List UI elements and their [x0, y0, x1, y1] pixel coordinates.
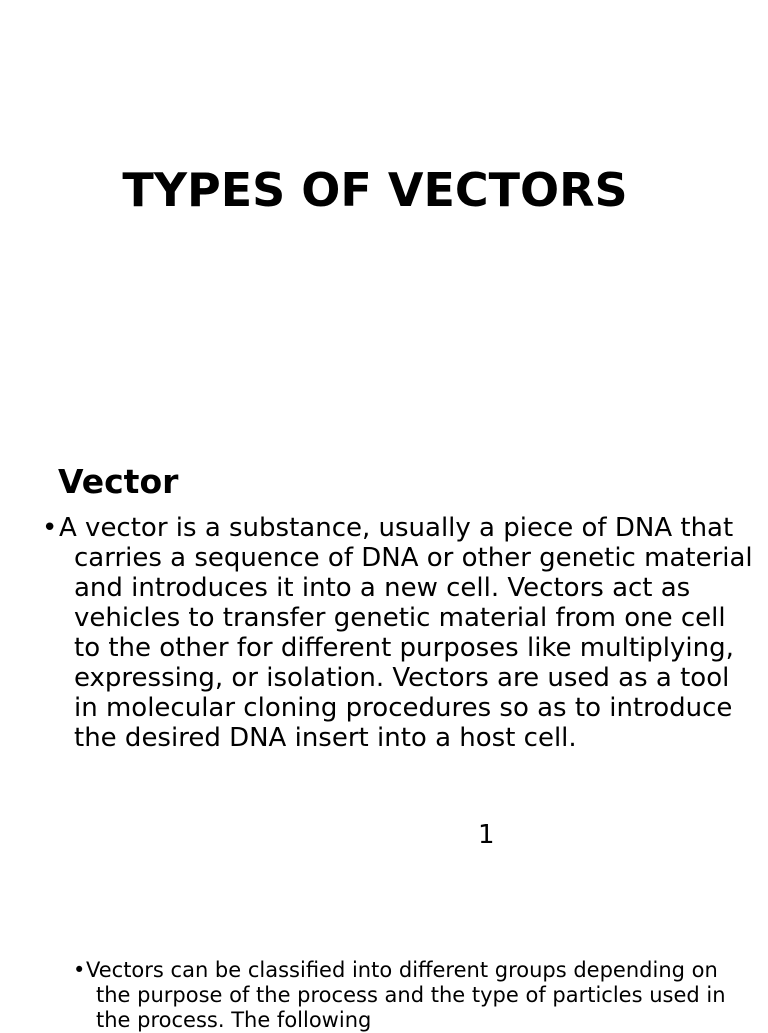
bullet-text: A vector is a substance, usually a piece of DNA that carries a sequence of DNA or other genetic material and introduces it into a new cell. Vectors act as vehicles to transfer genetic material from one cell to the other for different purposes like multiplying, expressing, or isolation. Vectors are used as a tool in molecular cloning procedures so as to introduce the desired DNA insert into a host cell.: [59, 513, 753, 753]
page-number: 1: [478, 820, 495, 850]
section-heading: Vector: [58, 462, 179, 501]
bullet-text: Vectors can be classified into different groups depending on the purpose of the process and the type of particles used in the process. The following: [86, 958, 726, 1032]
bullet-item-vector-classification: [73, 958, 736, 1033]
bullet-item-vector-definition: [42, 513, 754, 753]
bullet-icon: •: [73, 958, 86, 982]
bullet-icon: •: [42, 513, 58, 543]
slide-title: TYPES OF VECTORS: [122, 163, 628, 217]
